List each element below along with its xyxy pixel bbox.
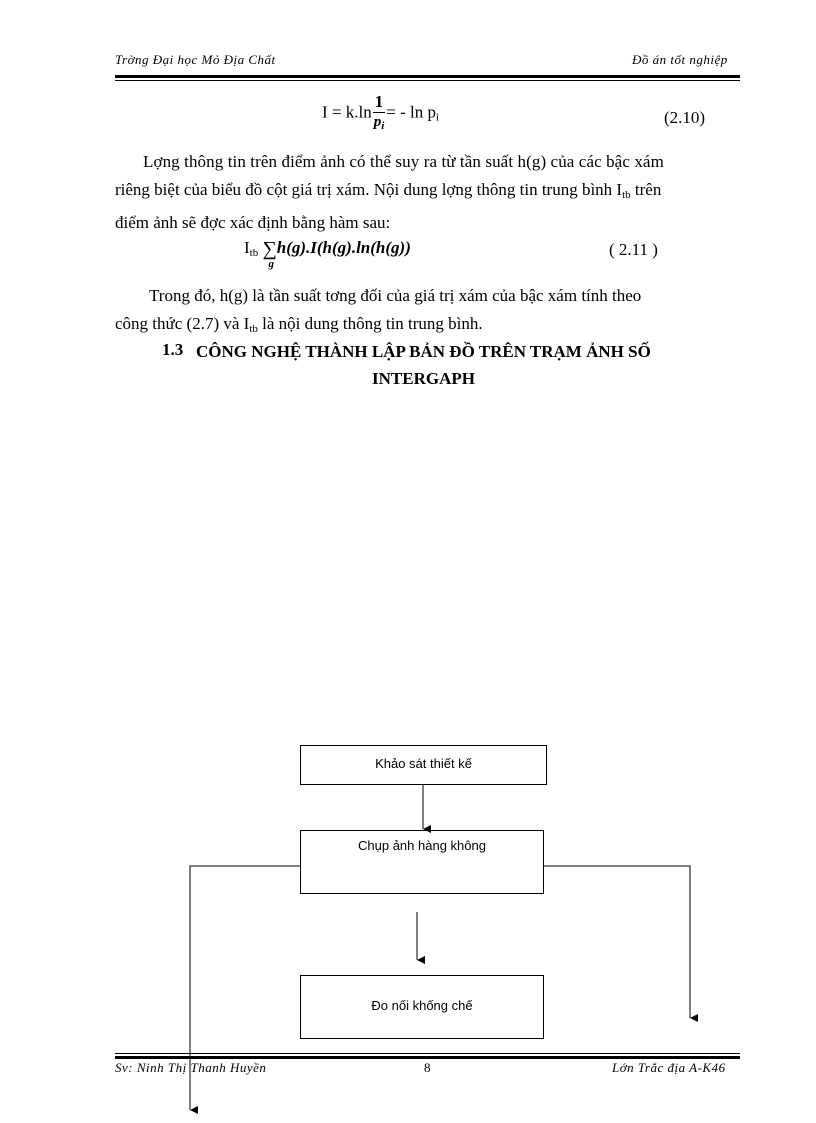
flow-step-aerial-photography (300, 830, 544, 894)
equation-2-10 (322, 92, 439, 135)
header-school: Trờng Đại học Mỏ Địa Chất (115, 52, 276, 67)
header-rule-thin (115, 80, 740, 81)
page-number: 8 (424, 1060, 431, 1075)
equation-lhs: I = k.ln (322, 102, 372, 122)
equation-body: h(g).I(h(g).ln(h(g)) (276, 238, 411, 257)
arrow-right-branch (544, 866, 690, 1018)
paragraph-line: Trong đó, h(g) là tần suất tơng đối của giá trị xám của bậc xám tính theo (149, 286, 642, 305)
flow-step-label: Chụp ảnh hàng không (358, 838, 486, 853)
section-number: 1.3 (162, 340, 184, 359)
paragraph-2 (115, 282, 740, 343)
fraction (373, 92, 386, 135)
fraction-numerator: 1 (374, 92, 384, 111)
flow-step-label: Khảo sát thiết kế (375, 756, 472, 771)
sum-symbol: ∑ g (262, 238, 277, 270)
flow-step-survey-design (300, 745, 547, 785)
paragraph-line: công thức (2.7) và $I_{tb}$ là nội dung thông tin trung bình. (115, 314, 483, 335)
equation-number-2-11: ( 2.11 ) (609, 240, 658, 259)
paragraph-line: điểm ảnh sẽ đợc xác định bằng hàm sau: (115, 213, 391, 232)
footer-class: Lớn Trắc địa A-K46 (612, 1060, 726, 1075)
equation-rhs-sub: i (435, 111, 440, 124)
fraction-denominator: $p_i$ (373, 114, 385, 132)
equation-rhs: = - ln p (386, 102, 436, 122)
equation-lhs: I (244, 238, 250, 257)
paragraph-line: riêng biệt của biểu đồ cột giá trị xám. Nội dung lợng thông tin trung bình $I_{tb}$ trên (115, 180, 662, 201)
paragraph-1 (115, 148, 740, 237)
footer-rule-thin (115, 1053, 740, 1054)
footer-student: Sv: Ninh Thị Thanh Huyền (115, 1060, 267, 1075)
flow-step-label: Đo nối khống chế (371, 998, 473, 1013)
equation-number-2-10: (2.10) (664, 108, 706, 127)
equation-2-11: $I_{tb}$ ∑ g h(g).I(h(g).ln(h(g)) (244, 238, 411, 270)
section-title-line2: INTERGAPH (372, 369, 475, 388)
flow-step-control-survey (300, 975, 544, 1039)
header-rule-thick (115, 75, 740, 78)
paragraph-line: Lợng thông tin trên điểm ảnh có thể suy ra từ tần suất h(g) của các bậc xám (143, 152, 664, 171)
footer-rule-thick (115, 1056, 740, 1059)
header-title: Đồ án tốt nghiệp (632, 52, 728, 67)
section-title-line1: CÔNG NGHỆ THÀNH LẬP BẢN ĐỒ TRÊN TRẠM ẢNH SỐ (196, 342, 651, 361)
